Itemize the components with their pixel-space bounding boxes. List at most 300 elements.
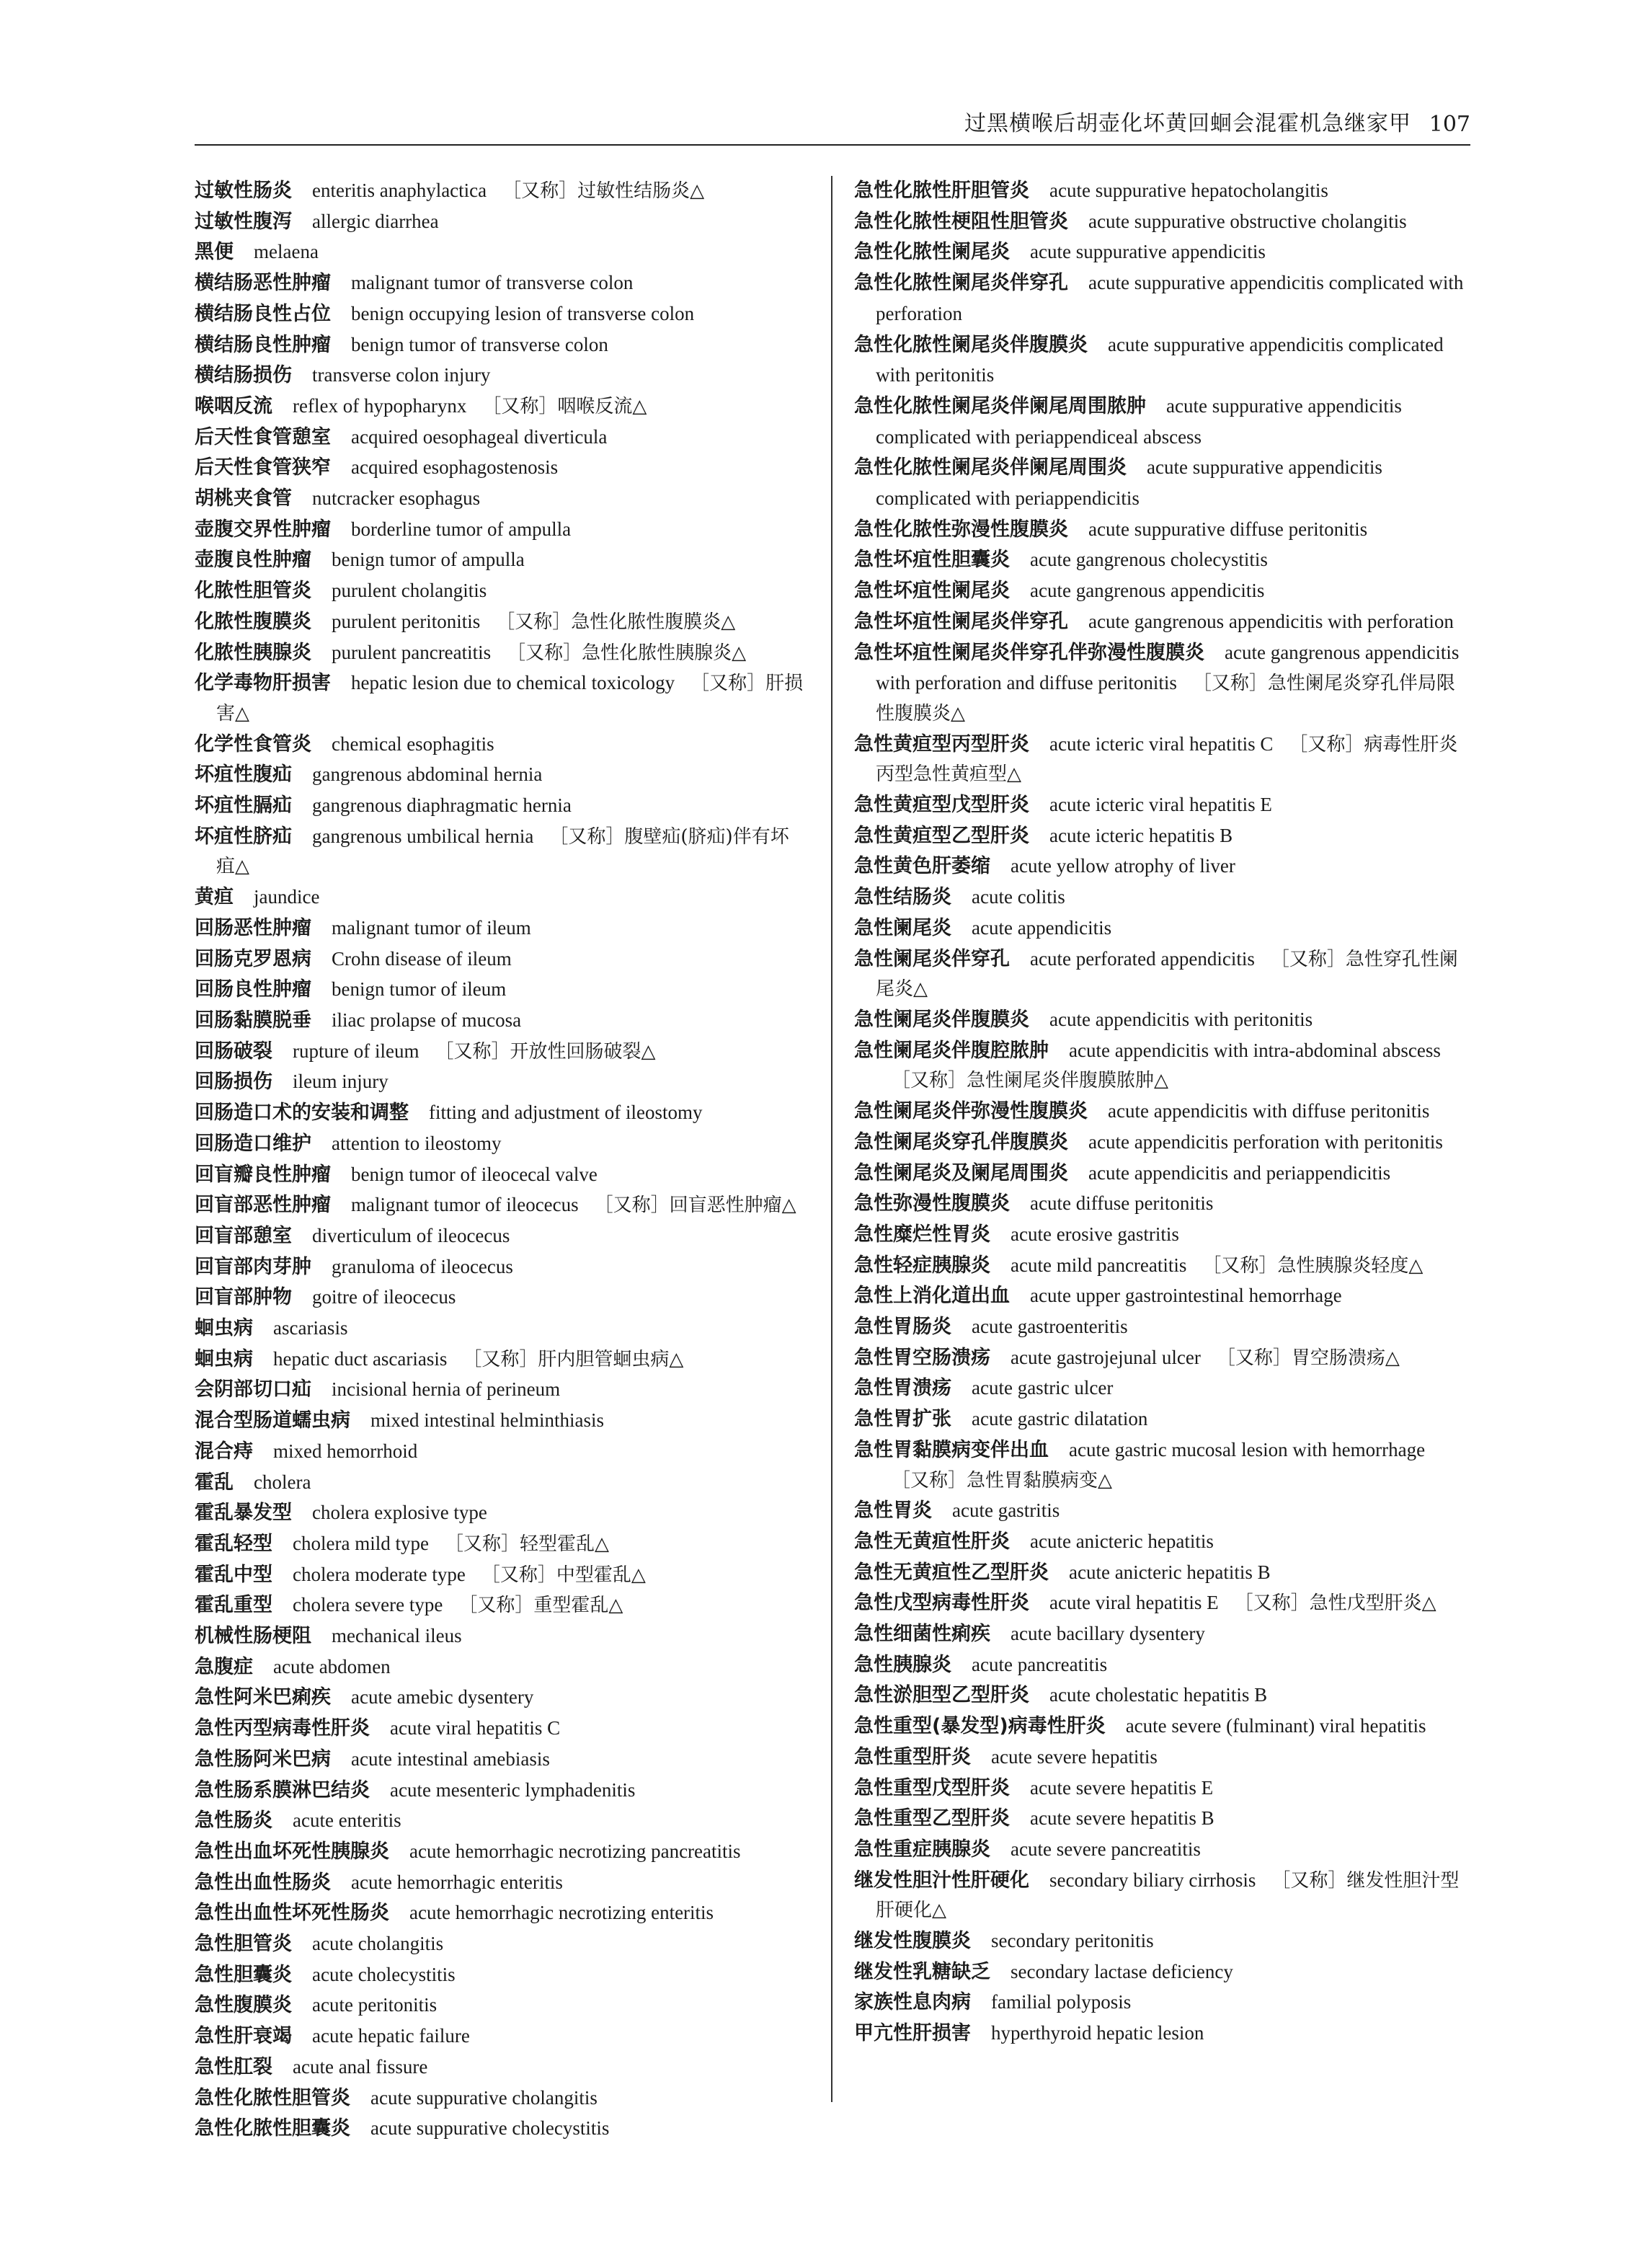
term-chinese: 回肠黏膜脱垂 <box>195 1009 311 1032</box>
glossary-entry <box>195 176 807 207</box>
term-chinese: 急性胃扩张 <box>854 1408 951 1431</box>
term-chinese: 后天性食管憩室 <box>195 425 331 448</box>
term-synonym: ［又称］急性化脓性腹膜炎△ <box>496 611 736 633</box>
term-chinese: 霍乱重型 <box>195 1594 272 1617</box>
glossary-entry <box>854 1343 1470 1374</box>
term-chinese: 急性坏疽性阑尾炎伴穿孔伴弥漫性腹膜炎 <box>854 641 1204 664</box>
glossary-entry <box>854 515 1470 546</box>
glossary-entry <box>195 1037 807 1068</box>
term-english: acute cholecystitis <box>312 1963 456 1985</box>
term-chinese: 急性阑尾炎及阑尾周围炎 <box>854 1161 1068 1184</box>
term-chinese: 急性黄疸型戊型肝炎 <box>854 794 1029 817</box>
term-chinese: 急性上消化道出血 <box>854 1285 1010 1308</box>
term-chinese: 急性轻症胰腺炎 <box>854 1254 990 1277</box>
glossary-entry <box>195 2021 807 2052</box>
glossary-entry <box>854 1773 1470 1804</box>
glossary-entry <box>854 944 1470 1005</box>
glossary-entry <box>195 1621 807 1652</box>
glossary-entry <box>195 1745 807 1776</box>
term-chinese: 化脓性胰腺炎 <box>195 641 311 664</box>
term-chinese: 急性阑尾炎伴弥漫性腹膜炎 <box>854 1100 1088 1123</box>
glossary-entry <box>195 1313 807 1344</box>
term-chinese: 喉咽反流 <box>195 394 272 417</box>
term-chinese: 急性丙型病毒性肝炎 <box>195 1717 370 1740</box>
glossary-entry <box>195 1190 807 1221</box>
glossary-entry <box>854 1680 1470 1711</box>
term-chinese: 横结肠恶性肿瘤 <box>195 272 331 295</box>
glossary-entry <box>854 1220 1470 1251</box>
glossary-entry <box>854 207 1470 238</box>
glossary-entry <box>195 1590 807 1621</box>
term-synonym: ［又称］腹壁疝(脐疝)伴有坏疽△ <box>216 825 789 878</box>
glossary-entry <box>195 391 807 422</box>
term-chinese: 坏疽性腹疝 <box>195 763 292 786</box>
term-english: acute anicteric hepatitis B <box>1069 1561 1271 1583</box>
glossary-entry <box>195 1282 807 1313</box>
term-chinese: 急腹症 <box>195 1655 253 1678</box>
term-chinese: 过敏性肠炎 <box>195 179 292 202</box>
term-chinese: 急性阑尾炎 <box>854 916 951 939</box>
running-header <box>195 102 1470 146</box>
glossary-entry <box>854 453 1470 514</box>
term-english: acute gangrenous cholecystitis <box>1030 549 1268 571</box>
term-english: acute icteric viral hepatitis C <box>1049 732 1274 755</box>
term-english: acute suppurative hepatocholangitis <box>1049 179 1328 201</box>
glossary-entry <box>195 1990 807 2021</box>
glossary-entry <box>195 453 807 484</box>
glossary-entry <box>195 668 807 729</box>
glossary-entry <box>195 2083 807 2114</box>
glossary-entry <box>854 1127 1470 1158</box>
term-chinese: 急性重症胰腺炎 <box>854 1838 990 1861</box>
term-english: acute appendicitis with intra-abdominal abscess <box>1069 1039 1441 1061</box>
term-chinese: 急性肛裂 <box>195 2055 272 2078</box>
term-chinese: 急性重型戊型肝炎 <box>854 1776 1010 1799</box>
term-chinese: 机械性肠梗阻 <box>195 1625 311 1648</box>
term-chinese: 急性胃空肠溃疡 <box>854 1346 990 1369</box>
glossary-entry <box>195 1529 807 1560</box>
term-english: acute severe pancreatitis <box>1011 1838 1201 1860</box>
glossary-entry <box>854 1588 1470 1619</box>
glossary-entry <box>195 360 807 391</box>
term-chinese: 黑便 <box>195 241 234 264</box>
term-english: acute gastric mucosal lesion with hemorrhage <box>1069 1438 1426 1460</box>
term-chinese: 回肠损伤 <box>195 1071 272 1094</box>
term-english: acute erosive gastritis <box>1011 1223 1179 1245</box>
term-chinese: 急性出血坏死性胰腺炎 <box>195 1840 389 1863</box>
term-english: attention to ileostomy <box>332 1132 502 1154</box>
term-english: acute suppurative appendicitis complicated with perforation <box>876 272 1464 324</box>
glossary-entry <box>854 730 1470 790</box>
term-english: benign tumor of ileocecal valve <box>351 1163 598 1185</box>
term-chinese: 急性化脓性胆管炎 <box>195 2086 350 2109</box>
term-english: acquired esophagostenosis <box>351 456 559 479</box>
term-english: secondary lactase deficiency <box>1011 1960 1233 1982</box>
term-chinese: 急性胃溃疡 <box>854 1377 951 1400</box>
term-english: acute severe hepatitis B <box>1030 1807 1214 1830</box>
term-english: acute bacillary dysentery <box>1011 1623 1205 1645</box>
term-english: acute gastric ulcer <box>972 1377 1114 1399</box>
glossary-entry <box>854 790 1470 821</box>
term-english: acute suppurative appendicitis <box>1030 241 1266 263</box>
term-english: acute suppurative diffuse peritonitis <box>1088 518 1368 540</box>
glossary-entry <box>854 2018 1470 2049</box>
term-chinese: 壶腹交界性肿瘤 <box>195 518 331 541</box>
term-chinese: 回肠克罗恩病 <box>195 947 311 970</box>
term-english: mechanical ileus <box>332 1625 462 1647</box>
glossary-entry <box>854 851 1470 882</box>
glossary-entry <box>195 730 807 761</box>
term-chinese: 继发性腹膜炎 <box>854 1930 971 1953</box>
term-english: malignant tumor of ileocecus <box>351 1194 579 1216</box>
term-chinese: 急性黄疸型乙型肝炎 <box>854 824 1029 847</box>
term-english: acute suppurative cholecystitis <box>370 2117 610 2140</box>
term-english: acute mild pancreatitis <box>1011 1254 1187 1276</box>
term-english: allergic diarrhea <box>312 210 439 232</box>
glossary-entry <box>195 330 807 361</box>
term-english: gangrenous abdominal hernia <box>312 763 543 786</box>
glossary-entry <box>195 1437 807 1468</box>
term-chinese: 急性肠炎 <box>195 1809 272 1832</box>
glossary-entry <box>195 545 807 576</box>
term-english: acute gastroenteritis <box>972 1316 1128 1338</box>
term-english: diverticulum of ileocecus <box>312 1224 510 1246</box>
term-synonym: ［又称］咽喉反流△ <box>482 395 647 417</box>
term-chinese: 急性重型(暴发型)病毒性肝炎 <box>854 1715 1106 1738</box>
term-chinese: 急性肠系膜淋巴结炎 <box>195 1778 370 1801</box>
glossary-entry <box>195 1652 807 1683</box>
glossary-entry <box>195 638 807 669</box>
glossary-entry <box>854 330 1470 391</box>
glossary-entry <box>195 607 807 638</box>
term-english: acute upper gastrointestinal hemorrhage <box>1030 1285 1342 1307</box>
term-chinese: 急性无黄疸性乙型肝炎 <box>854 1561 1049 1584</box>
header-title: 过黑横喉后胡壶化坏黄回蛔会混霍机急继家甲 <box>964 111 1411 136</box>
term-english: benign tumor of transverse colon <box>351 333 608 355</box>
glossary-entry <box>854 1987 1470 2018</box>
glossary-entry <box>195 515 807 546</box>
term-english: acute amebic dysentery <box>351 1686 534 1708</box>
term-english: acute appendicitis <box>972 916 1112 939</box>
term-english: benign tumor of ampulla <box>332 549 525 571</box>
term-synonym: ［又称］急性胃黏膜病变△ <box>892 1469 1112 1491</box>
term-english: cholera <box>254 1471 311 1493</box>
term-chinese: 急性出血性坏死性肠炎 <box>195 1902 389 1925</box>
term-chinese: 回盲部憩室 <box>195 1224 292 1247</box>
term-chinese: 急性阿米巴痢疾 <box>195 1686 331 1709</box>
term-chinese: 急性肝衰竭 <box>195 2025 292 2048</box>
term-english: acute appendicitis perforation with peritonitis <box>1088 1130 1443 1153</box>
term-english: acute mesenteric lymphadenitis <box>390 1778 636 1801</box>
term-english: mixed hemorrhoid <box>273 1440 418 1462</box>
term-english: purulent cholangitis <box>332 580 487 602</box>
term-english: malignant tumor of ileum <box>332 916 531 939</box>
glossary-entry <box>195 1560 807 1591</box>
glossary-entry <box>195 484 807 515</box>
glossary-entry <box>195 1006 807 1037</box>
term-chinese: 霍乱轻型 <box>195 1532 272 1555</box>
term-chinese: 急性黄疸型丙型肝炎 <box>854 732 1029 755</box>
term-synonym: ［又称］重型霍乱△ <box>458 1595 623 1617</box>
term-chinese: 回肠造口术的安装和调整 <box>195 1102 409 1125</box>
term-chinese: 急性化脓性阑尾炎伴阑尾周围脓肿 <box>854 394 1146 417</box>
glossary-entry <box>854 1496 1470 1527</box>
term-chinese: 急性化脓性胆囊炎 <box>195 2117 350 2140</box>
term-chinese: 急性腹膜炎 <box>195 1994 292 2017</box>
term-english: Crohn disease of ileum <box>332 947 512 970</box>
term-english: cholera explosive type <box>312 1502 487 1524</box>
term-english: goitre of ileocecus <box>312 1286 456 1308</box>
term-english: hepatic duct ascariasis <box>273 1347 448 1370</box>
glossary-entry <box>195 1806 807 1837</box>
glossary-entry <box>195 1960 807 1991</box>
term-english: acute gangrenous appendicitis <box>1030 580 1265 602</box>
column-divider <box>831 176 832 2102</box>
term-synonym: ［又称］急性阑尾炎穿孔伴局限性腹膜炎△ <box>876 673 1455 724</box>
term-english: acute hemorrhagic necrotizing pancreatitis <box>409 1840 741 1862</box>
term-english: jaundice <box>254 886 320 908</box>
term-english: transverse colon injury <box>312 364 491 386</box>
glossary-entry <box>854 545 1470 576</box>
term-english: acute hepatic failure <box>312 2025 470 2047</box>
term-chinese: 急性化脓性阑尾炎伴穿孔 <box>854 272 1068 295</box>
term-synonym: ［又称］急性胰腺炎轻度△ <box>1202 1254 1424 1277</box>
glossary-entry <box>195 1683 807 1714</box>
term-chinese: 霍乱中型 <box>195 1563 272 1586</box>
term-chinese: 过敏性腹泻 <box>195 210 292 233</box>
glossary-entry <box>195 1714 807 1745</box>
term-english: gangrenous umbilical hernia <box>312 825 534 847</box>
term-english: acute gangrenous appendicitis with perforation <box>1088 610 1454 632</box>
term-english: acute colitis <box>972 886 1065 908</box>
term-english: granuloma of ileocecus <box>332 1255 513 1277</box>
term-english: acute gangrenous appendicitis with perforation and diffuse peritonitis <box>876 641 1460 694</box>
term-chinese: 回肠良性肿瘤 <box>195 978 311 1001</box>
term-synonym: ［又称］急性戊型肝炎△ <box>1234 1592 1436 1615</box>
term-chinese: 坏疽性膈疝 <box>195 794 292 817</box>
term-chinese: 黄疸 <box>195 886 234 909</box>
term-chinese: 横结肠损伤 <box>195 364 292 387</box>
term-english: acute hemorrhagic necrotizing enteritis <box>409 1902 714 1924</box>
term-chinese: 化脓性腹膜炎 <box>195 610 311 633</box>
page-number: 107 <box>1429 112 1470 137</box>
term-english: ileum injury <box>293 1071 388 1093</box>
term-chinese: 急性坏疽性阑尾炎伴穿孔 <box>854 610 1068 633</box>
term-english: cholera moderate type <box>293 1563 466 1585</box>
term-chinese: 回肠造口维护 <box>195 1132 311 1155</box>
term-chinese: 急性坏疽性胆囊炎 <box>854 549 1010 572</box>
glossary-entry <box>854 1036 1470 1096</box>
term-chinese: 急性无黄疸性肝炎 <box>854 1530 1010 1553</box>
left-column <box>195 176 807 2145</box>
term-english: hepatic lesion due to chemical toxicology <box>351 672 675 694</box>
term-english: cholera mild type <box>293 1532 429 1554</box>
term-chinese: 化学毒物肝损害 <box>195 672 331 695</box>
term-chinese: 急性淤胆型乙型肝炎 <box>854 1684 1029 1707</box>
term-chinese: 急性弥漫性腹膜炎 <box>854 1192 1010 1215</box>
term-chinese: 急性重型肝炎 <box>854 1745 971 1768</box>
term-chinese: 混合型肠道蠕虫病 <box>195 1409 350 1432</box>
term-synonym: ［又称］肝内胆管蛔虫病△ <box>463 1348 684 1370</box>
glossary-entry <box>195 268 807 299</box>
glossary-entry <box>854 1558 1470 1589</box>
term-chinese: 急性胃炎 <box>854 1499 932 1522</box>
term-english: acute cholangitis <box>312 1933 444 1955</box>
term-english: acute enteritis <box>293 1809 401 1832</box>
term-english: acute hemorrhagic enteritis <box>351 1871 563 1893</box>
term-chinese: 急性糜烂性胃炎 <box>854 1223 990 1246</box>
term-english: acute gastric dilatation <box>972 1408 1148 1430</box>
glossary-entry <box>195 1929 807 1960</box>
glossary-entry <box>854 1251 1470 1282</box>
term-english: chemical esophagitis <box>332 732 494 755</box>
term-english: acute pancreatitis <box>972 1653 1108 1675</box>
term-english: acute appendicitis with diffuse peritonitis <box>1108 1100 1430 1122</box>
glossary-entry <box>195 207 807 238</box>
glossary-entry <box>195 1098 807 1129</box>
term-chinese: 急性结肠炎 <box>854 886 951 909</box>
term-english: acute yellow atrophy of liver <box>1011 855 1235 877</box>
term-chinese: 后天性食管狭窄 <box>195 456 331 479</box>
term-chinese: 会阴部切口疝 <box>195 1378 311 1401</box>
term-chinese: 甲亢性肝损害 <box>854 2022 971 2045</box>
term-chinese: 急性阑尾炎伴腹腔脓肿 <box>854 1039 1049 1062</box>
glossary-entry <box>195 299 807 330</box>
glossary-entry <box>854 1281 1470 1312</box>
term-chinese: 横结肠良性占位 <box>195 302 331 325</box>
term-english: rupture of ileum <box>293 1040 419 1062</box>
term-synonym: ［又称］胃空肠溃疡△ <box>1216 1347 1400 1369</box>
term-chinese: 急性坏疽性阑尾炎 <box>854 580 1010 603</box>
glossary-entry <box>195 791 807 822</box>
term-english: nutcracker esophagus <box>312 487 481 510</box>
term-english: secondary peritonitis <box>991 1930 1154 1952</box>
term-synonym: ［又称］回盲恶性肿瘤△ <box>594 1194 796 1217</box>
glossary-entry <box>854 1373 1470 1404</box>
term-chinese: 横结肠良性肿瘤 <box>195 333 331 356</box>
term-synonym: ［又称］急性阑尾炎伴腹膜脓肿△ <box>892 1070 1168 1092</box>
term-english: acute peritonitis <box>312 1994 438 2016</box>
glossary-entry <box>195 1221 807 1252</box>
glossary-entry <box>854 1926 1470 1957</box>
glossary-entry <box>854 882 1470 913</box>
glossary-entry <box>195 1868 807 1899</box>
term-english: hyperthyroid hepatic lesion <box>991 2022 1204 2044</box>
term-english: acute suppurative obstructive cholangitis <box>1088 210 1407 232</box>
glossary-entry <box>854 176 1470 207</box>
term-english: enteritis anaphylactica <box>312 179 487 201</box>
term-chinese: 化脓性胆管炎 <box>195 580 311 603</box>
term-english: purulent pancreatitis <box>332 641 492 663</box>
term-english: acute suppurative appendicitis complicated with periappendiceal abscess <box>876 394 1402 448</box>
term-chinese: 回盲部肉芽肿 <box>195 1255 311 1278</box>
glossary-entry <box>195 2052 807 2083</box>
term-chinese: 急性出血性肠炎 <box>195 1871 331 1894</box>
glossary-entry <box>854 1957 1470 1988</box>
glossary-entry <box>854 1096 1470 1127</box>
term-chinese: 急性化脓性阑尾炎 <box>854 241 1010 264</box>
term-english: gangrenous diaphragmatic hernia <box>312 794 572 817</box>
glossary-entry <box>854 821 1470 852</box>
term-chinese: 急性化脓性梗阻性胆管炎 <box>854 210 1068 233</box>
term-english: acquired oesophageal diverticula <box>351 425 608 448</box>
term-english: acute anicteric hepatitis <box>1030 1530 1214 1552</box>
glossary-entry <box>195 237 807 268</box>
glossary-entry <box>195 913 807 944</box>
glossary-entry <box>195 975 807 1006</box>
term-english: acute gastrojejunal ulcer <box>1011 1346 1201 1368</box>
glossary-entry <box>854 1005 1470 1036</box>
term-chinese: 急性化脓性弥漫性腹膜炎 <box>854 518 1068 541</box>
term-english: benign tumor of ileum <box>332 978 507 1001</box>
glossary-entry <box>195 1776 807 1807</box>
term-english: acute intestinal amebiasis <box>351 1747 550 1770</box>
term-english: acute icteric hepatitis B <box>1049 824 1233 846</box>
term-chinese: 急性化脓性阑尾炎伴阑尾周围炎 <box>854 456 1127 479</box>
term-chinese: 急性阑尾炎伴穿孔 <box>854 947 1010 970</box>
right-column <box>854 176 1470 2049</box>
term-english: malignant tumor of transverse colon <box>351 272 634 294</box>
glossary-entry <box>195 822 807 882</box>
glossary-entry <box>854 1158 1470 1189</box>
glossary-entry <box>195 1375 807 1406</box>
term-chinese: 胡桃夹食管 <box>195 487 292 510</box>
term-chinese: 急性胃肠炎 <box>854 1316 951 1339</box>
term-english: iliac prolapse of mucosa <box>332 1009 522 1031</box>
glossary-entry <box>854 391 1470 453</box>
term-synonym: ［又称］急性穿孔性阑尾炎△ <box>876 948 1458 1001</box>
glossary-entry <box>195 2114 807 2145</box>
term-english: acute cholestatic hepatitis B <box>1049 1684 1268 1706</box>
term-english: acute severe hepatitis E <box>1030 1776 1214 1799</box>
glossary-entry <box>195 944 807 975</box>
term-chinese: 坏疽性脐疝 <box>195 825 292 848</box>
term-chinese: 回肠破裂 <box>195 1040 272 1063</box>
term-chinese: 混合痔 <box>195 1440 253 1463</box>
glossary-entry <box>195 576 807 607</box>
term-english: acute suppurative appendicitis complicated with peritonitis <box>876 333 1444 386</box>
term-english: mixed intestinal helminthiasis <box>370 1409 604 1432</box>
term-chinese: 蛔虫病 <box>195 1317 253 1340</box>
glossary-entry <box>854 1742 1470 1773</box>
term-english: incisional hernia of perineum <box>332 1378 561 1401</box>
glossary-entry <box>195 760 807 791</box>
glossary-entry <box>854 576 1470 607</box>
glossary-entry <box>854 607 1470 638</box>
term-english: cholera severe type <box>293 1594 443 1616</box>
glossary-entry <box>854 1189 1470 1220</box>
term-chinese: 急性戊型病毒性肝炎 <box>854 1592 1029 1615</box>
term-synonym: ［又称］肝损害△ <box>216 673 804 724</box>
term-chinese: 回盲瓣良性肿瘤 <box>195 1163 331 1186</box>
glossary-entry <box>854 1404 1470 1435</box>
glossary-entry <box>854 1866 1470 1926</box>
glossary-entry <box>854 1835 1470 1866</box>
term-synonym: ［又称］开放性回肠破裂△ <box>435 1040 656 1063</box>
glossary-entry <box>854 1619 1470 1650</box>
term-english: fitting and adjustment of ileostomy <box>429 1102 703 1124</box>
glossary-entry <box>854 237 1470 268</box>
term-synonym: ［又称］过敏性结肠炎△ <box>502 180 705 202</box>
glossary-entry <box>195 1837 807 1868</box>
term-chinese: 急性胆囊炎 <box>195 1963 292 1986</box>
term-english: ascariasis <box>273 1317 348 1339</box>
term-chinese: 继发性乳糖缺乏 <box>854 1960 990 1983</box>
term-synonym: ［又称］急性化脓性胰腺炎△ <box>507 642 747 664</box>
term-synonym: ［又称］中型霍乱△ <box>481 1564 646 1586</box>
term-synonym: ［又称］继发性胆汁型肝硬化△ <box>876 1869 1460 1922</box>
term-chinese: 家族性息肉病 <box>854 1991 971 2014</box>
